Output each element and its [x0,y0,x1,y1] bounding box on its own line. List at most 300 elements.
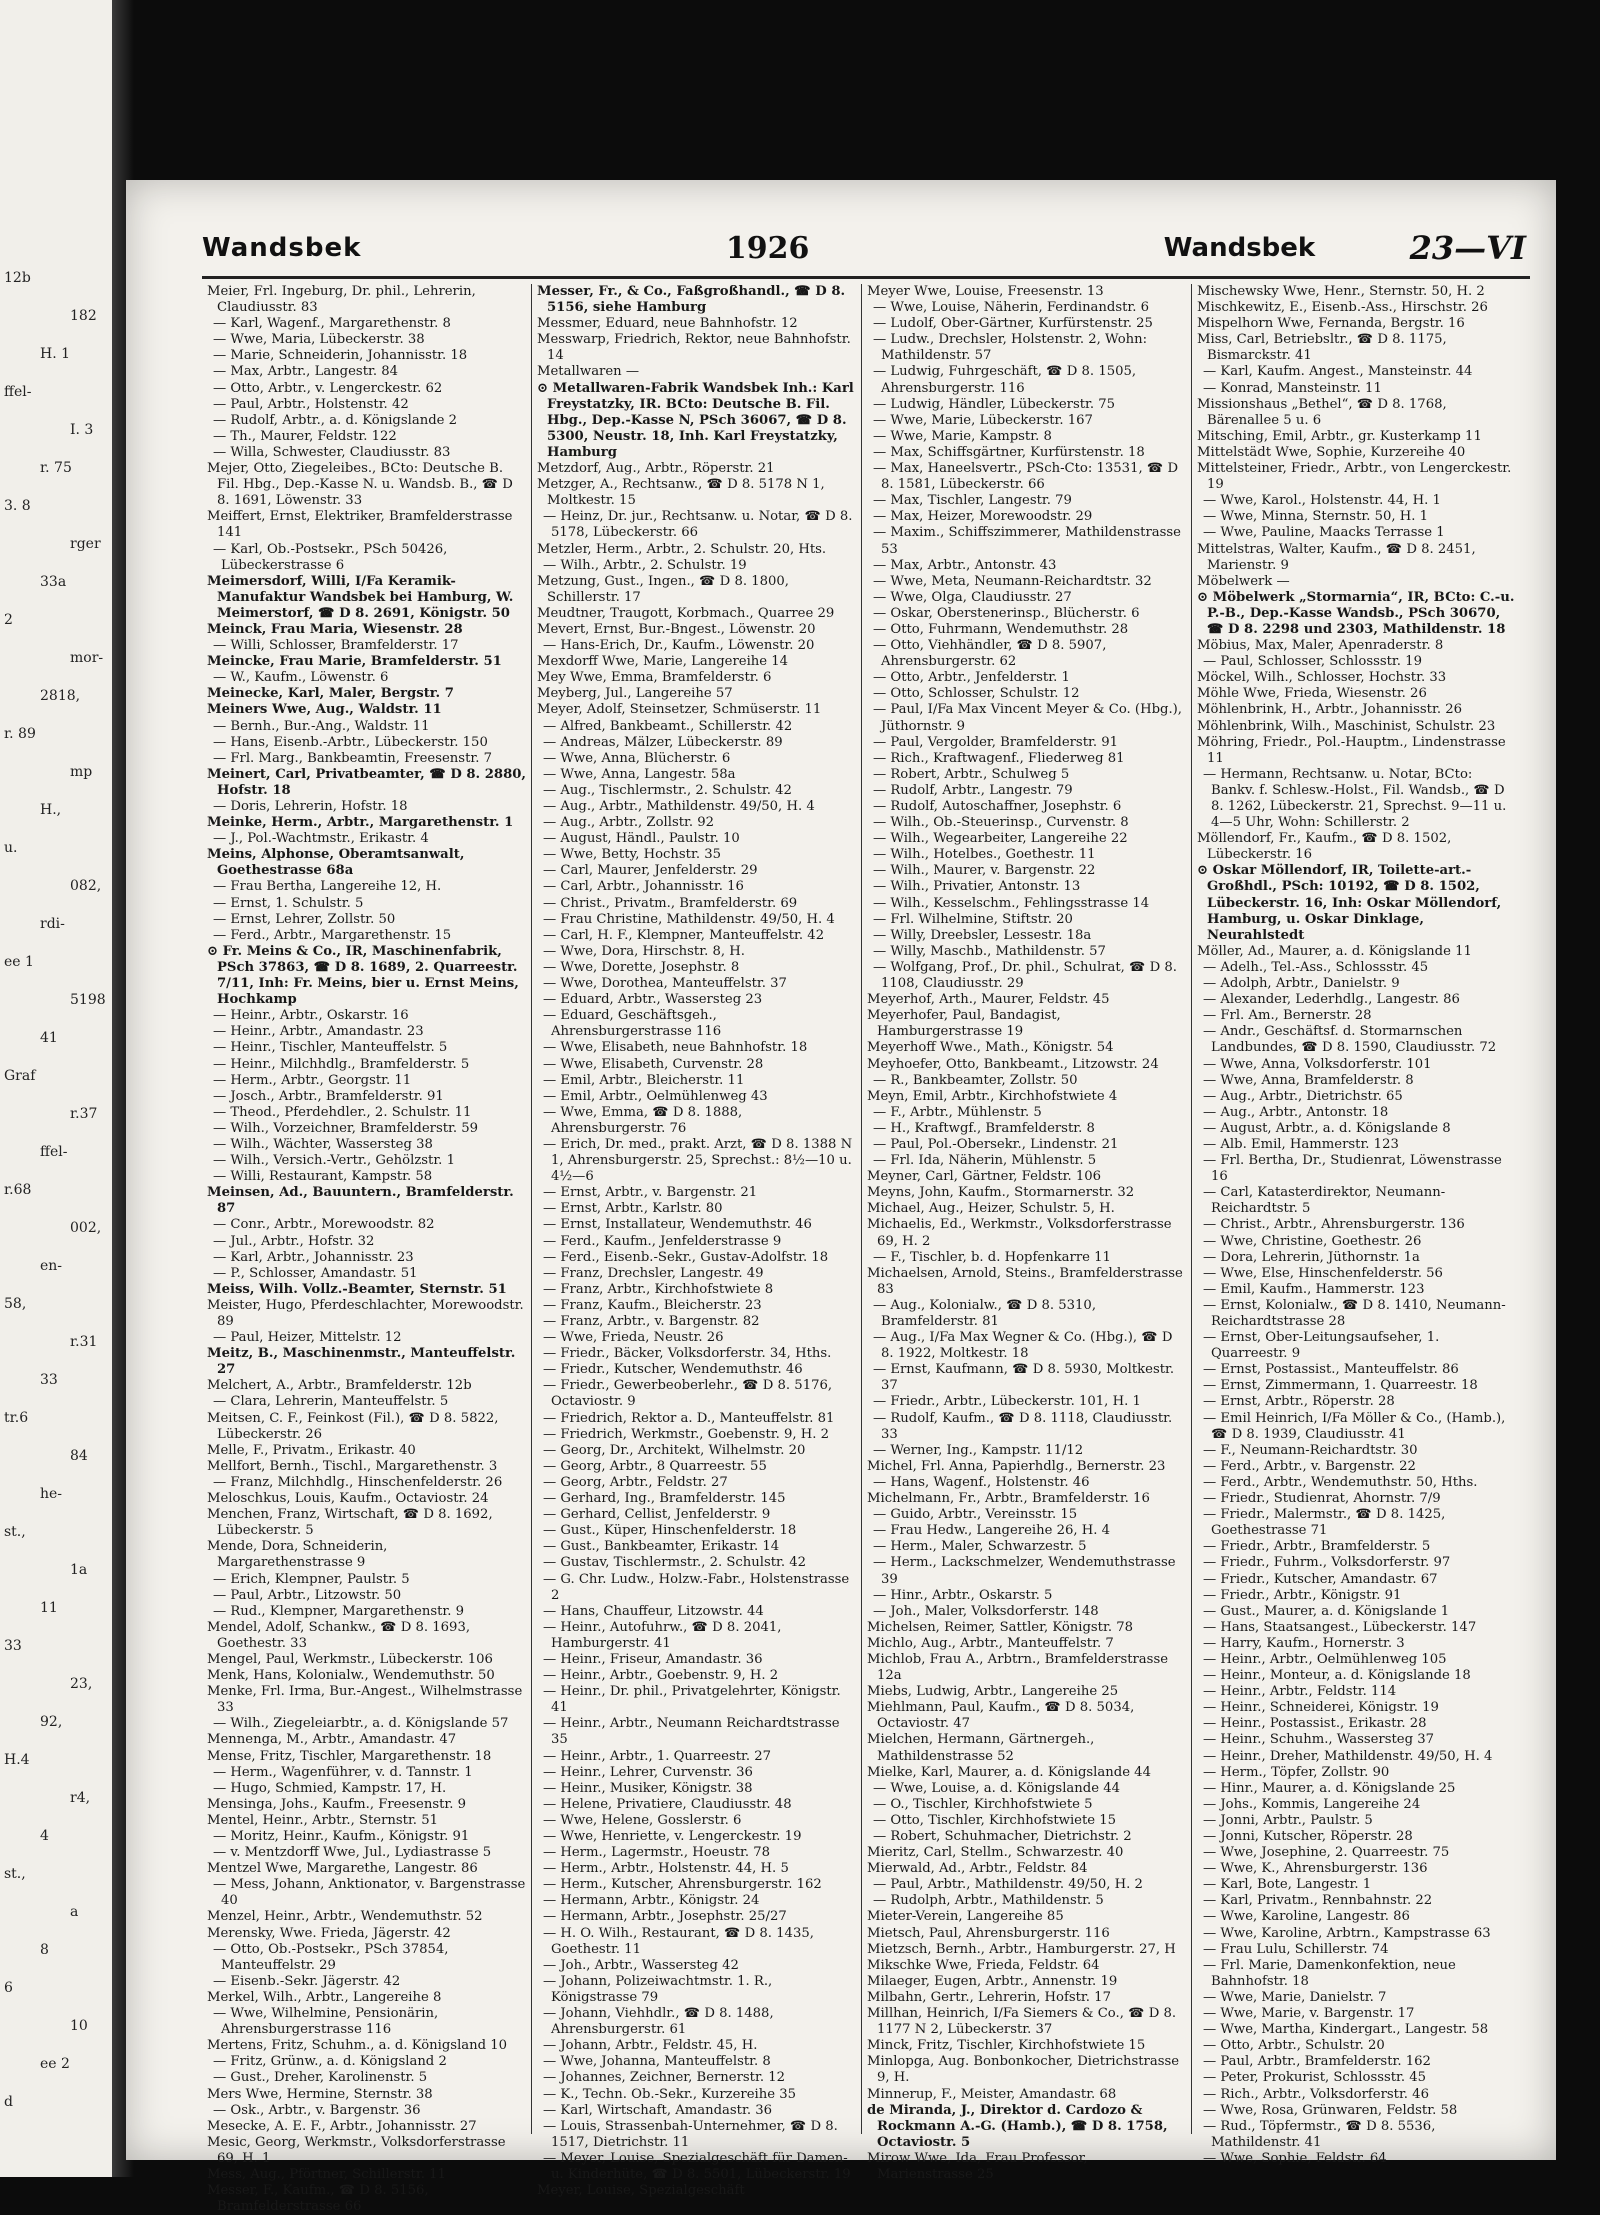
directory-entry: — Hans, Eisenb.-Arbtr., Lübeckerstr. 150 [213,734,488,750]
directory-entry: Möbelwerk — [1197,573,1290,589]
directory-entry: — Johann, Arbtr., Feldstr. 45, H. [543,2038,758,2054]
directory-entry: — Carl, Katasterdirektor, Neumann-Reichardtstr. 5 [1203,1185,1446,1217]
directory-entry: — Friedr., Kutscher, Wendemuthstr. 46 [543,1362,803,1378]
directory-entry: — Willi, Restaurant, Kampstr. 58 [213,1169,433,1185]
directory-entry: Mense, Fritz, Tischler, Margarethenstr. 18 [207,1748,492,1764]
directory-entry: — Frl. Marg., Bankbeamtin, Freesenstr. 7 [213,750,492,766]
directory-entry: Messer, Fr., & Co., Faßgroßhandl., ☎ D 8. 5156, siehe Hamburg [537,284,846,316]
directory-entry: — Ferd., Eisenb.-Sekr., Gustav-Adolfstr. 18 [543,1249,829,1265]
directory-entry: Merkel, Wilh., Arbtr., Langereihe 8 [207,1989,442,2005]
directory-entry: — Karl, Privatm., Rennbahnstr. 22 [1203,1893,1433,1909]
directory-entry: Meinert, Carl, Privatbeamter, ☎ D 8. 2880, Hofstr. 18 [207,766,527,798]
edge-fragment: I. 3 [70,422,94,438]
edge-fragment: 6 [4,1980,13,1996]
directory-entry: Meimersdorf, Willi, I/Fa Keramik-Manufaktur Wandsbek bei Hamburg, W. Meimerstorf, ☎ D 8. 2691, Königstr. 50 [207,573,514,621]
directory-entry: Mieter-Verein, Langereihe 85 [867,1909,1064,1925]
directory-entry: — Ludolf, Ober-Gärtner, Kurfürstenstr. 25 [873,316,1153,332]
directory-entry: — Georg, Dr., Architekt, Wilhelmstr. 20 [543,1442,806,1458]
directory-entry: Minlopga, Aug. Bonbonkocher, Dietrichstrasse 9, H. [867,2054,1180,2086]
directory-entry: — Wwe, Marie, Lübeckerstr. 167 [873,412,1093,428]
directory-entry: — Osk., Arbtr., v. Bargenstr. 36 [213,2102,421,2118]
directory-entry: — Gust., Dreher, Karolinenstr. 5 [213,2070,428,2086]
directory-entry: — Werner, Ing., Kampstr. 11/12 [873,1442,1084,1458]
directory-entry: — Herm., Maler, Schwarzestr. 5 [873,1539,1087,1555]
edge-fragment: 1a [70,1562,88,1578]
directory-entry: — Helene, Privatiere, Claudiusstr. 48 [543,1796,792,1812]
directory-entry: — Friedr., Bäcker, Volksdorferstr. 34, Hths. [543,1346,832,1362]
header-rule [202,276,1530,279]
directory-entry: Meyer, Adolf, Steinsetzer, Schmüserstr. 11 [537,702,822,718]
directory-entry: Menchen, Franz, Wirtschaft, ☎ D 8. 1692, Lübeckerstr. 5 [207,1507,493,1539]
directory-entry: — Alfred, Bankbeamt., Schillerstr. 42 [543,718,793,734]
directory-entry: — Willa, Schwester, Claudiusstr. 83 [213,444,451,460]
directory-entry: — Robert, Arbtr., Schulweg 5 [873,766,1070,782]
directory-entry: Merensky, Wwe. Frieda, Jägerstr. 42 [207,1925,451,1941]
directory-entry: Michael, Aug., Heizer, Schulstr. 5, H. [867,1201,1115,1217]
directory-entry: Michel, Frl. Anna, Papierhdlg., Bernerstr. 23 [867,1458,1166,1474]
directory-entry: — Friedr., Gewerbeoberlehr., ☎ D 8. 5176, Octaviostr. 9 [543,1378,833,1410]
directory-entry: Metzung, Gust., Ingen., ☎ D 8. 1800, Schillerstr. 17 [537,573,789,605]
directory-entry: — Aug., Arbtr., Dietrichstr. 65 [1203,1088,1403,1104]
directory-entry: Mieritz, Carl, Stellm., Schwarzestr. 40 [867,1845,1124,1861]
directory-entry: — Paul, I/Fa Max Vincent Meyer & Co. (Hbg.), Jüthornstr. 9 [873,702,1182,734]
directory-entry: — Hinr., Maurer, a. d. Königslande 25 [1203,1780,1456,1796]
directory-entry: — Gust., Bankbeamter, Erikastr. 14 [543,1539,780,1555]
directory-entry: — Otto, Fuhrmann, Wendemuthstr. 28 [873,621,1129,637]
directory-entry: Mejer, Otto, Ziegeleibes., BCto: Deutsche B. Fil. Hbg., Dep.-Kasse N. u. Wandsb. B., ☎ D 8. 1691, Löwenstr. 33 [207,461,513,509]
directory-entry: — Paul, Heizer, Mittelstr. 12 [213,1330,402,1346]
directory-entry: — Friedr., Fuhrm., Volksdorferstr. 97 [1203,1555,1451,1571]
directory-entry: — Ernst, Lehrer, Zollstr. 50 [213,911,396,927]
directory-entry: — Rudolf, Arbtr., Langestr. 79 [873,782,1073,798]
edge-fragment: d [4,2094,13,2110]
directory-entry: — Hans, Wagenf., Holstenstr. 46 [873,1474,1090,1490]
directory-entry: Michaelis, Ed., Werkmstr., Volksdorferstrasse 69, H. 2 [867,1217,1172,1249]
edge-fragment: r.37 [70,1106,98,1122]
directory-entry: — Clara, Lehrerin, Manteuffelstr. 5 [213,1394,449,1410]
directory-entry: Mikschke Wwe, Frieda, Feldstr. 64 [867,1957,1100,1973]
edge-fragment: 12b [4,270,31,286]
directory-entry: Mitsching, Emil, Arbtr., gr. Kusterkamp 11 [1197,428,1482,444]
directory-entry: — Herm., Töpfer, Zollstr. 90 [1203,1764,1390,1780]
directory-entry: — Frau Hedw., Langereihe 26, H. 4 [873,1523,1111,1539]
directory-entry: — Meyer, Louise, Spezialgeschäft für Damen- u. Kinderhüte, ☎ D 8. 5501, Lübeckerstr. 19 [543,2150,851,2182]
directory-entry: — Peter, Prokurist, Schlossstr. 45 [1203,2070,1427,2086]
directory-entry: — v. Mentzdorff Wwe, Jul., Lydiastrasse 5 [213,1845,492,1861]
directory-entry: — Wilh., Wegearbeiter, Langereihe 22 [873,831,1128,847]
directory-entry: — Heinr., Schneiderei, Königstr. 19 [1203,1700,1439,1716]
directory-entry: — Ludwig, Händler, Lübeckerstr. 75 [873,396,1116,412]
directory-entry: Mielchen, Hermann, Gärtnergeh., Mathildenstrasse 52 [867,1732,1095,1764]
directory-entry: — Hugo, Schmied, Kampstr. 17, H. [213,1780,447,1796]
directory-entry: — Rich., Arbtr., Volksdorferstr. 46 [1203,2086,1429,2102]
directory-entry: — Friedr., Malermstr., ☎ D 8. 1425, Goethestrasse 71 [1203,1507,1446,1539]
directory-entry: — August, Händl., Paulstr. 10 [543,831,740,847]
directory-entry: — Frl. Ida, Näherin, Mühlenstr. 5 [873,1153,1097,1169]
directory-entry: — Oskar, Oberstenerinsp., Blücherstr. 6 [873,605,1140,621]
directory-entry: — G. Chr. Ludw., Holzw.-Fabr., Holstenstrasse 2 [543,1571,850,1603]
directory-entry: — Otto, Ob.-Postsekr., PSch 37854, Manteuffelstr. 29 [213,1941,449,1973]
edge-fragment: r4, [70,1790,91,1806]
directory-entry: — Wwe, Josephine, 2. Quarreestr. 75 [1203,1845,1450,1861]
edge-fragment: rger [70,536,101,552]
directory-entry: — Ernst, Arbtr., v. Bargenstr. 21 [543,1185,758,1201]
edge-fragment: 10 [70,2018,88,2034]
directory-entry: — Aug., Arbtr., Zollstr. 92 [543,815,715,831]
directory-entry: Michlob, Frau A., Arbtrn., Bramfelderstrasse 12a [867,1651,1169,1684]
directory-entry: Meloschkus, Louis, Kaufm., Octaviostr. 24 [207,1491,489,1507]
directory-entry: — Joh., Arbtr., Wassersteg 42 [543,1957,739,1973]
directory-entry: — F., Tischler, b. d. Hopfenkarre 11 [873,1249,1111,1265]
edge-fragment: H.4 [4,1752,30,1768]
directory-entry: — Paul, Arbtr., Bramfelderstr. 162 [1203,2054,1431,2070]
directory-entry: — R., Bankbeamter, Zollstr. 50 [873,1072,1078,1088]
directory-entry: Menzel, Heinr., Arbtr., Wendemuthstr. 52 [207,1909,483,1925]
edge-fragment: 002, [70,1220,102,1236]
directory-entry: Mende, Dora, Schneiderin, Margarethenstrasse 9 [207,1539,388,1571]
directory-entry: — Karl, Kaufm. Angest., Mansteinstr. 44 [1203,364,1473,380]
edge-fragment: 33 [4,1638,22,1654]
directory-entry: Millhan, Heinrich, I/Fa Siemers & Co., ☎ D 8. 1177 N 2, Lübeckerstr. 37 [867,2006,1177,2038]
directory-entry: — Aug., I/Fa Max Wegner & Co. (Hbg.), ☎ D 8. 1922, Moltkestr. 18 [873,1330,1173,1362]
directory-entry: — Th., Maurer, Feldstr. 122 [213,428,397,444]
directory-entry: — Hans, Chauffeur, Litzowstr. 44 [543,1603,764,1619]
directory-entry: — Otto, Arbtr., v. Lengerckestr. 62 [213,380,443,396]
directory-entry: — Friedrich, Rektor a. D., Manteuffelstr. 81 [543,1410,835,1426]
directory-entry: — Franz, Arbtr., v. Bargenstr. 82 [543,1314,760,1329]
directory-entry: — Wwe, Olga, Claudiusstr. 27 [873,589,1072,605]
directory-entry: — Wwe, Elisabeth, neue Bahnhofstr. 18 [543,1040,808,1056]
directory-entry: — Ernst, Ober-Leitungsaufseher, 1. Quarreestr. 9 [1203,1330,1440,1362]
directory-entry: — W., Kaufm., Löwenstr. 6 [213,670,389,686]
directory-entry: — Wwe, Anna, Langestr. 58a [543,766,736,782]
directory-entry: Meinck, Frau Maria, Wiesenstr. 28 [207,621,463,637]
directory-entry: — Harry, Kaufm., Hornerstr. 3 [1203,1635,1405,1651]
directory-entry: Meier, Frl. Ingeburg, Dr. phil., Lehrerin, Claudiusstr. 83 [207,284,476,316]
directory-entry: — Emil, Kaufm., Hammerstr. 123 [1203,1281,1425,1297]
directory-entry: — Ernst, Kaufmann, ☎ D 8. 5930, Moltkestr. 37 [873,1362,1175,1394]
directory-entry: Mevert, Ernst, Bur.-Bngest., Löwenstr. 20 [537,621,816,637]
directory-entry: Mittelstras, Walter, Kaufm., ☎ D 8. 2451, Marienstr. 9 [1197,541,1476,573]
directory-entry: Mietsch, Paul, Ahrensburgerstr. 116 [867,1925,1110,1941]
directory-entry: — Rudolf, Kaufm., ☎ D 8. 1118, Claudiusstr. 33 [873,1410,1173,1442]
directory-entry: Minck, Fritz, Tischler, Kirchhofstwiete 15 [867,2038,1146,2054]
directory-entry: Mexdorff Wwe, Marie, Langereihe 14 [537,654,789,670]
edge-fragment: mp [70,764,93,780]
page-number: 23—VI [1409,229,1526,267]
directory-entry: — Heinr., Dr. phil., Privatgelehrter, Königstr. 41 [543,1684,841,1716]
directory-entry: Mispelhorn Wwe, Fernanda, Bergstr. 16 [1197,316,1465,332]
directory-entry: — Gerhard, Cellist, Jenfelderstr. 9 [543,1507,771,1523]
directory-entry: Meyerhoff Wwe., Math., Königstr. 54 [867,1040,1114,1056]
directory-entry: — Alb. Emil, Hammerstr. 123 [1203,1136,1399,1152]
directory-entry: — Robert, Schuhmacher, Dietrichstr. 2 [873,1829,1132,1844]
directory-entry: — Wwe, Karol., Holstenstr. 44, H. 1 [1203,493,1441,509]
directory-entry: — Hans, Staatsangest., Lübeckerstr. 147 [1203,1619,1477,1635]
columns [202,284,1524,2215]
directory-entry: — Frl. Am., Bernerstr. 28 [1203,1008,1372,1024]
directory-entry: — Wilh., Hotelbes., Goethestr. 11 [873,847,1096,863]
directory-entry: Meiffert, Ernst, Elektriker, Bramfelderstrasse 141 [207,509,513,541]
directory-entry: — Eduard, Geschäftsgeh., Ahrensburgerstrasse 116 [543,1008,722,1040]
directory-entry: — Herm., Arbtr., Georgstr. 11 [213,1072,412,1088]
directory-entry: Meyhoefer, Otto, Bankbeamt., Litzowstr. 24 [867,1056,1159,1072]
directory-entry: — Ernst, Installateur, Wendemuthstr. 46 [543,1217,812,1233]
directory-entry: — Otto, Viehhändler, ☎ D 8. 5907, Ahrensburgerstr. 62 [873,638,1107,670]
directory-entry: — Otto, Tischler, Kirchhofstwiete 15 [873,1812,1117,1828]
directory-entry: Meitz, B., Maschinenmstr., Manteuffelstr. 27 [207,1346,516,1378]
directory-entry: — Heinr., Arbtr., Oskarstr. 16 [213,1008,409,1024]
directory-entry: Mischewsky Wwe, Henr., Sternstr. 50, H. 2 [1197,284,1485,299]
directory-entry: — Heinr., Milchhdlg., Bramfelderstr. 5 [213,1056,470,1072]
directory-entry: — Aug., Arbtr., Mathildenstr. 49/50, H. 4 [543,799,815,814]
directory-entry: — Otto, Schlosser, Schulstr. 12 [873,686,1080,702]
column-4 [1192,284,1522,2166]
directory-entry: Meinecke, Karl, Maler, Bergstr. 7 [207,686,454,702]
edge-fragment: 4 [40,1828,49,1844]
edge-fragment: he- [40,1486,63,1502]
directory-entry: — Paul, Vergolder, Bramfelderstr. 91 [873,734,1119,750]
directory-entry: Michelsen, Reimer, Sattler, Königstr. 78 [867,1619,1133,1635]
directory-entry: Metzler, Herm., Arbtr., 2. Schulstr. 20, Hts. [537,541,827,557]
directory-entry: — Heinr., Tischler, Manteuffelstr. 5 [213,1040,448,1056]
directory-entry: — Emil, Arbtr., Bleicherstr. 11 [543,1072,745,1088]
edge-fragment: 58, [4,1296,27,1312]
directory-entry: Mess, Aug., Pförtner, Schillerstr. 11 [207,2166,446,2182]
directory-entry: — Eduard, Arbtr., Wassersteg 23 [543,992,763,1008]
directory-entry: — Carl, Maurer, Jenfelderstr. 29 [543,863,758,879]
directory-entry: — Wilh., Arbtr., 2. Schulstr. 19 [543,557,747,573]
directory-entry: — Karl, Wagenf., Margarethenstr. 8 [213,316,451,332]
directory-entry: — Heinr., Arbtr., 1. Quarreestr. 27 [543,1748,772,1764]
directory-entry: — Herm., Kutscher, Ahrensburgerstr. 162 [543,1877,822,1893]
directory-entry: — Paul, Arbtr., Mathildenstr. 49/50, H. 2 [873,1877,1143,1893]
edge-fragment: rdi- [40,916,65,932]
directory-entry: — Wwe, Louise, Näherin, Ferdinandstr. 6 [873,300,1150,316]
directory-entry: — Wilh., Privatier, Antonstr. 13 [873,879,1081,895]
directory-entry: — Franz, Kaufm., Bleicherstr. 23 [543,1297,762,1313]
directory-entry: — Fritz, Grünw., a. d. Königsland 2 [213,2054,447,2070]
directory-entry: — Wwe, Else, Hinschenfelderstr. 56 [1203,1265,1443,1281]
directory-entry: — Ernst, Zimmermann, 1. Quarreestr. 18 [1203,1378,1478,1394]
directory-entry: Mietzsch, Bernh., Arbtr., Hamburgerstr. 27, H [867,1941,1176,1957]
directory-entry: — Hermann, Arbtr., Königstr. 24 [543,1893,760,1909]
directory-entry: Mennenga, M., Arbtr., Amandastr. 47 [207,1732,457,1748]
directory-entry: — Max, Arbtr., Langestr. 84 [213,364,399,380]
directory-entry: — Wwe, Minna, Sternstr. 50, H. 1 [1203,509,1429,525]
directory-entry: Mertens, Fritz, Schuhm., a. d. Königsland 10 [207,2038,508,2054]
edge-fragment: r. 89 [4,726,36,742]
directory-entry: Mielke, Karl, Maurer, a. d. Königslande 44 [867,1764,1151,1780]
directory-entry: — Ferd., Kaufm., Jenfelderstrasse 9 [543,1233,782,1249]
edge-fragment: 2818, [40,688,81,704]
directory-entry: — Herm., Wagenführer, v. d. Tannstr. 1 [213,1764,473,1780]
directory-entry: — Heinr., Arbtr., Goebenstr. 9, H. 2 [543,1668,779,1684]
directory-entry: — Bernh., Bur.-Ang., Waldstr. 11 [213,718,430,734]
directory-entry: — Wwe, Henriette, v. Lengerckestr. 19 [543,1829,802,1844]
directory-entry: — Wwe, Pauline, Maacks Terrasse 1 [1203,525,1445,541]
directory-entry: — Gerhard, Ing., Bramfelderstr. 145 [543,1491,786,1507]
directory-entry: Mensinga, Johs., Kaufm., Freesenstr. 9 [207,1796,467,1812]
directory-entry: — Karl, Arbtr., Johannisstr. 23 [213,1249,414,1265]
directory-entry: Mittelstädt Wwe, Sophie, Kurzereihe 40 [1197,444,1466,460]
edge-fragment: ee 2 [40,2056,70,2072]
edge-fragment: H., [40,802,62,818]
directory-entry: Möbius, Max, Maler, Apenraderstr. 8 [1197,638,1444,654]
edge-fragment: a [70,1904,79,1920]
directory-entry: — Wwe, Maria, Lübeckerstr. 38 [213,332,425,348]
directory-entry: — Doris, Lehrerin, Hofstr. 18 [213,799,408,814]
directory-entry: — Konrad, Mansteinstr. 11 [1203,380,1382,396]
directory-entry: — Wilh., Ziegeleiarbtr., a. d. Königslande 57 [213,1716,509,1732]
directory-entry: — Willy, Maschb., Mathildenstr. 57 [873,943,1106,959]
directory-entry: Möhring, Friedr., Pol.-Hauptm., Lindenstrasse 11 [1197,734,1506,766]
directory-entry: — Heinr., Schuhm., Wassersteg 37 [1203,1732,1435,1748]
directory-entry: Miehlmann, Paul, Kaufm., ☎ D 8. 5034, Octaviostr. 47 [867,1700,1135,1732]
directory-entry: — Wilh., Wächter, Wassersteg 38 [213,1136,433,1152]
directory-entry: — Aug., Arbtr., Antonstr. 18 [1203,1104,1389,1120]
edge-fragment: ffel- [40,1144,68,1160]
directory-entry: — Maxim., Schiffszimmerer, Mathildenstrasse 53 [873,525,1181,557]
column-3 [862,284,1192,2182]
directory-entry: — Wwe, Dora, Hirschstr. 8, H. [543,943,745,959]
directory-entry: — Georg, Arbtr., Feldstr. 27 [543,1474,728,1490]
directory-entry: Messwarp, Friedrich, Rektor, neue Bahnhofstr. 14 [537,332,851,364]
column-2 [532,284,862,2199]
directory-entry: ⊙ Metallwaren-Fabrik Wandsbek Inh.: Karl Freystatzky, IR. BCto: Deutsche B. Fil. Hbg., Dep.-Kasse N, PSch 36067, ☎ D 8. 5300, Neustr. 18, Inh. Karl Freystatzky, Hamburg [537,380,854,460]
directory-entry: — Ernst, Postassist., Manteuffelstr. 86 [1203,1362,1459,1378]
directory-entry: — Rudolph, Arbtr., Mathildenstr. 5 [873,1893,1104,1909]
directory-entry: — Otto, Arbtr., Jenfelderstr. 1 [873,670,1070,686]
directory-entry: Mittelsteiner, Friedr., Arbtr., von Lengerckestr. 19 [1197,461,1512,493]
directory-entry: Metallwaren — [537,364,640,380]
edge-fragment: en- [40,1258,63,1274]
directory-entry: — Gust., Maurer, a. d. Königslande 1 [1203,1603,1450,1619]
directory-entry: Meyns, John, Kaufm., Stormarnerstr. 32 [867,1185,1135,1201]
directory-entry: Meitsen, C. F., Feinkost (Fil.), ☎ D 8. 5822, Lübeckerstr. 26 [207,1410,499,1442]
directory-entry: Michelmann, Fr., Arbtr., Bramfelderstr. 16 [867,1491,1150,1507]
edge-fragment: Graf [4,1068,36,1084]
directory-page [126,180,1556,2215]
directory-entry: — Max, Schiffsgärtner, Kurfürstenstr. 18 [873,444,1145,460]
directory-entry: — Wwe, Martha, Kindergart., Langestr. 58 [1203,2022,1489,2038]
directory-entry: Mischkewitz, E., Eisenb.-Ass., Hirschstr. 26 [1197,300,1488,316]
directory-entry: Meister, Hugo, Pferdeschlachter, Morewoodstr. 89 [207,1297,524,1329]
directory-entry: — Wwe, Frieda, Neustr. 26 [543,1330,724,1346]
directory-entry: — Friedr., Arbtr., Bramfelderstr. 5 [1203,1539,1431,1555]
directory-entry: — Andreas, Mälzer, Lübeckerstr. 89 [543,734,783,750]
directory-entry: — Ferd., Arbtr., v. Bargenstr. 22 [1203,1458,1416,1474]
directory-entry: Mesic, Georg, Werkmstr., Volksdorferstrasse 69, H. 1 [207,2134,506,2166]
directory-entry: — Friedr., Arbtr., Königstr. 91 [1203,1587,1402,1603]
directory-entry: Mentzel Wwe, Margarethe, Langestr. 86 [207,1861,478,1877]
header-right-title: Wandsbek [1163,233,1316,263]
directory-entry: Meyn, Emil, Arbtr., Kirchhofstwiete 4 [867,1088,1118,1104]
directory-entry: — Herm., Arbtr., Holstenstr. 44, H. 5 [543,1861,789,1877]
directory-entry: Mengel, Paul, Werkmstr., Lübeckerstr. 106 [207,1651,493,1667]
edge-fragment: 8 [40,1942,49,1958]
directory-entry: — Wwe, Betty, Hochstr. 35 [543,847,721,863]
edge-fragment: mor- [70,650,104,666]
directory-entry: Meincke, Frau Marie, Bramfelderstr. 51 [207,654,502,670]
directory-entry: — F., Arbtr., Mühlenstr. 5 [873,1104,1042,1120]
directory-entry: — Friedrich, Werkmstr., Goebenstr. 9, H. 2 [543,1426,830,1442]
directory-entry: — Franz, Milchhdlg., Hinschenfelderstr. 26 [213,1474,503,1490]
directory-entry: — Jonni, Kutscher, Röperstr. 28 [1203,1829,1413,1844]
directory-entry: — Heinr., Arbtr., Neumann Reichardtstrasse 35 [543,1716,840,1748]
directory-entry: Meiners Wwe, Aug., Waldstr. 11 [207,702,442,718]
directory-entry: — Johannes, Zeichner, Bernerstr. 12 [543,2070,785,2086]
directory-entry: — Wwe, Meta, Neumann-Reichardtstr. 32 [873,573,1152,589]
directory-entry: — Wilh., Maurer, v. Bargenstr. 22 [873,863,1096,879]
directory-entry: Möhle Wwe, Frieda, Wiesenstr. 26 [1197,686,1427,702]
directory-entry: Mesecke, A. E. F., Arbtr., Johannisstr. 27 [207,2118,477,2134]
directory-entry: — Johann, Polizeiwachtmstr. 1. R., Königstrasse 79 [543,1973,773,2005]
column-1 [202,284,532,2215]
directory-entry: — Wwe, Anna, Volksdorferstr. 101 [1203,1056,1432,1072]
directory-entry: — Heinr., Musiker, Königstr. 38 [543,1780,753,1796]
directory-entry: — Franz, Drechsler, Langestr. 49 [543,1265,764,1281]
edge-fragment: 3. 8 [4,498,31,514]
directory-entry: — Ernst, Kolonialw., ☎ D 8. 1410, Neumann-Reichardtstrasse 28 [1203,1297,1506,1329]
directory-entry: Michlo, Aug., Arbtr., Manteuffelstr. 7 [867,1635,1114,1651]
directory-entry: — Max, Heizer, Morewoodstr. 29 [873,509,1093,525]
directory-entry: Mentel, Heinr., Arbtr., Sternstr. 51 [207,1812,438,1828]
page-header [202,228,1526,268]
directory-entry: — Herm., Lagermstr., Hoeustr. 78 [543,1845,771,1861]
directory-entry: — Christ., Privatm., Bramfelderstr. 69 [543,895,798,911]
directory-entry: — O., Tischler, Kirchhofstwiete 5 [873,1796,1093,1812]
directory-entry: — Heinr., Monteur, a. d. Königslande 18 [1203,1668,1471,1684]
directory-entry: — Ferd., Arbtr., Margarethenstr. 15 [213,927,452,943]
directory-entry: — Ludwig, Fuhrgeschäft, ☎ D 8. 1505, Ahrensburgerstr. 116 [873,364,1137,396]
directory-entry: — Wolfgang, Prof., Dr. phil., Schulrat, ☎ D 8. 1108, Claudiusstr. 29 [873,959,1177,992]
directory-entry: — Wwe, Marie, v. Bargenstr. 17 [1203,2006,1415,2022]
directory-entry: — K., Techn. Ob.-Sekr., Kurzereihe 35 [543,2086,797,2102]
directory-entry: — Friedr., Kutscher, Amandastr. 67 [1203,1571,1438,1587]
directory-entry: Menke, Frl. Irma, Bur.-Angest., Wilhelmstrasse 33 [207,1684,523,1716]
directory-entry: Mey Wwe, Emma, Bramfelderstr. 6 [537,670,772,686]
directory-entry: — Wwe, Anna, Blücherstr. 6 [543,750,731,766]
directory-entry: — Wwe, Louise, a. d. Königslande 44 [873,1780,1120,1796]
edge-fragment: H. 1 [40,346,71,362]
directory-entry: Möckel, Wilh., Schlosser, Hochstr. 33 [1197,670,1447,686]
directory-entry: — Theod., Pferdehdler., 2. Schulstr. 11 [213,1104,472,1120]
directory-entry: — Willy, Dreebsler, Lessestr. 18a [873,927,1092,943]
left-page-edge [0,0,112,2177]
directory-entry: Messer, F., Kaufm., ☎ D 8. 5156, Bramfelderstrasse 66 [207,2183,429,2215]
directory-entry: — Wwe, Johanna, Manteuffelstr. 8 [543,2054,771,2070]
directory-entry: Möhlenbrink, H., Arbtr., Johannisstr. 26 [1197,702,1462,718]
directory-entry: — Paul, Arbtr., Litzowstr. 50 [213,1587,402,1603]
directory-entry: — Rich., Kraftwagenf., Fliederweg 81 [873,750,1125,766]
directory-entry: — Gustav, Tischlermstr., 2. Schulstr. 42 [543,1555,807,1571]
directory-entry: — Adelh., Tel.-Ass., Schlossstr. 45 [1203,959,1429,975]
directory-entry: ⊙ Fr. Meins & Co., IR, Maschinenfabrik, PSch 37863, ☎ D 8. 1689, 2. Quarreestr. 7/11, Inh: Fr. Meins, bier u. Ernst Meins, Hochkamp [207,943,519,1008]
directory-entry: Metzdorf, Aug., Arbtr., Röperstr. 21 [537,461,775,477]
directory-entry: — Friedr., Studienrat, Ahornstr. 7/9 [1203,1491,1441,1507]
edge-fragment: ee 1 [4,954,34,970]
directory-entry: — Christ., Arbtr., Ahrensburgerstr. 136 [1203,1217,1465,1233]
directory-entry: — Ludw., Drechsler, Holstenstr. 2, Wohn: Mathildenstr. 57 [873,332,1148,364]
header-year: 1926 [725,230,810,266]
directory-entry: — Willi, Schlosser, Bramfelderstr. 17 [213,638,459,654]
directory-entry: — Heinz, Dr. jur., Rechtsanw. u. Notar, ☎ D 8. 5178, Lübeckerstr. 66 [543,509,853,541]
directory-entry: Milaeger, Eugen, Arbtr., Annenstr. 19 [867,1973,1118,1989]
directory-entry: — Wwe, Emma, ☎ D 8. 1888, Ahrensburgerstr. 76 [543,1104,743,1136]
edge-fragment: 33 [40,1372,58,1388]
directory-entry: — Paul, Arbtr., Holstenstr. 42 [213,396,409,412]
